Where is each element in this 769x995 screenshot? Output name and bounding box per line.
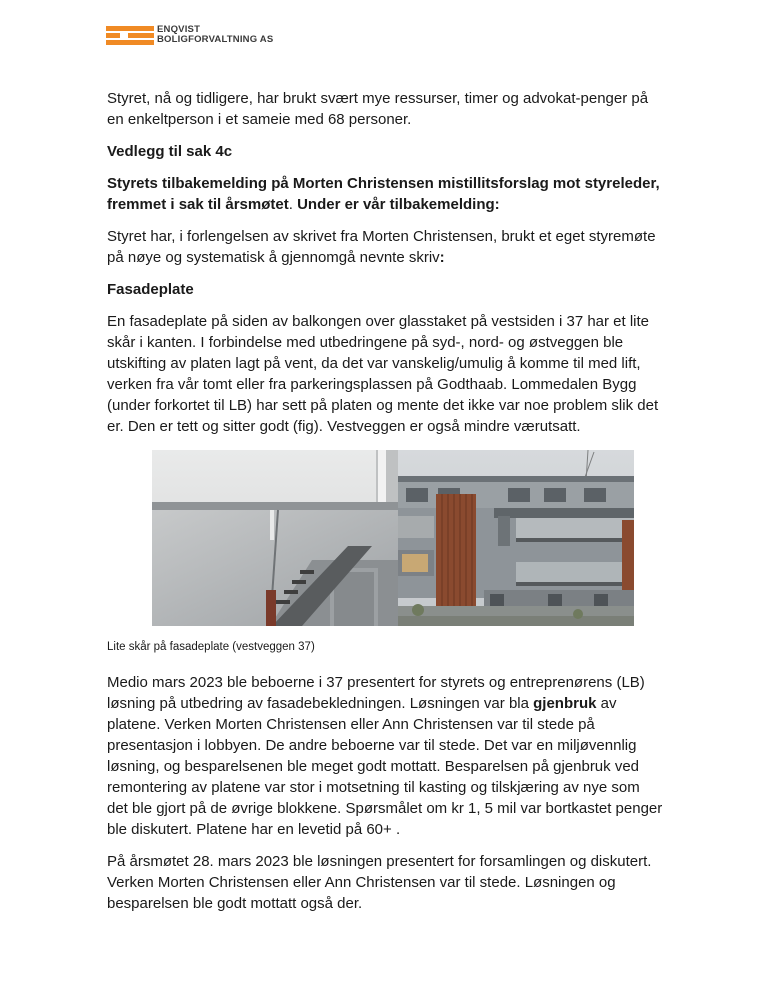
- annual-meeting-paragraph: På årsmøtet 28. mars 2023 ble løsningen presentert for forsamlingen og diskutert. Verken Morten Christensen eller Ann Christensen var til stede. Løsningen og besparelsen ble godt mottatt også der.: [107, 853, 652, 912]
- facade-photos: [152, 450, 634, 626]
- intro-paragraph: Styret, nå og tidligere, har brukt svært mye ressurser, timer og advokat-penger på en enkeltperson i et sameie med 68 personer.: [107, 90, 649, 128]
- response-heading: [107, 173, 663, 215]
- facade-closeup-photo: [152, 450, 398, 626]
- logo-text: [157, 25, 273, 45]
- logo-line-1: ENQVIST: [157, 24, 201, 35]
- board-review-paragraph: [107, 226, 663, 268]
- response-heading-tail: Under er vår tilbakemelding:: [292, 196, 500, 213]
- company-logo: [106, 24, 273, 46]
- logo-line-2: BOLIGFORVALTNING AS: [157, 34, 274, 45]
- response-heading-dot: .: [288, 196, 293, 213]
- building-west-wall-photo: [398, 450, 634, 626]
- board-review-colon: :: [439, 249, 445, 266]
- board-review-text: Styret har, i forlengelsen av skrivet fra Morten Christensen, brukt et eget styremøte på nøye og systematisk å gjennomgå nevnte skriv: [107, 228, 656, 266]
- attachment-heading: Vedlegg til sak 4c: [107, 143, 233, 160]
- presentation-text-pre: Medio mars 2023 ble beboerne i 37 presentert for styrets og entreprenørens (LB) løsning på utbedring av fasadebekledningen. Løsningen var bla: [107, 674, 645, 712]
- fasade-paragraph: En fasadeplate på siden av balkongen over glasstaket på vestsiden i 37 har et lite skår i kanten. I forbindelse med utbedringene på syd-, nord- og østveggen ble utskifting av platen lagt på vent, da det var vanskelig/umulig å komme til med lift, verken fra vår tomt eller fra parkeringsplassen på Godthaab. Lommedalen Bygg (under forkortet til LB) har sett på platen og mente det ikke var noe problem slik det er. Den er tett og sitter godt (fig). Vestveggen er også mindre værutsatt.: [107, 313, 659, 435]
- document-body: [107, 88, 663, 914]
- logo-mark: [106, 25, 154, 45]
- presentation-paragraph: [107, 672, 663, 840]
- presentation-text-bold: gjenbruk: [533, 695, 597, 712]
- fasade-heading: Fasadeplate: [107, 281, 194, 298]
- response-heading-main: Styrets tilbakemelding på Morten Christensen mistillitsforslag mot styreleder, fremmet i sak til årsmøtet: [107, 175, 660, 213]
- presentation-text-post: av platene. Verken Morten Christensen eller Ann Christensen var til stede på presentasjon i lobbyen. De andre beboerne var til stede. Det var en miljøvennlig løsning, og besparelsenen ble meget godt mottatt. Besparelsen på gjenbruk ved remontering av platene var stor i motsetning til kasting og tilskjæring av nye som det ble gjort på de øvrige blokkene. Spørsmålet om kr 1, 5 mil var bortkastet penger ble diskutert. Platene har en levetid på 60+ .: [107, 695, 663, 838]
- photo-caption: Lite skår på fasadeplate (vestveggen 37): [107, 641, 315, 653]
